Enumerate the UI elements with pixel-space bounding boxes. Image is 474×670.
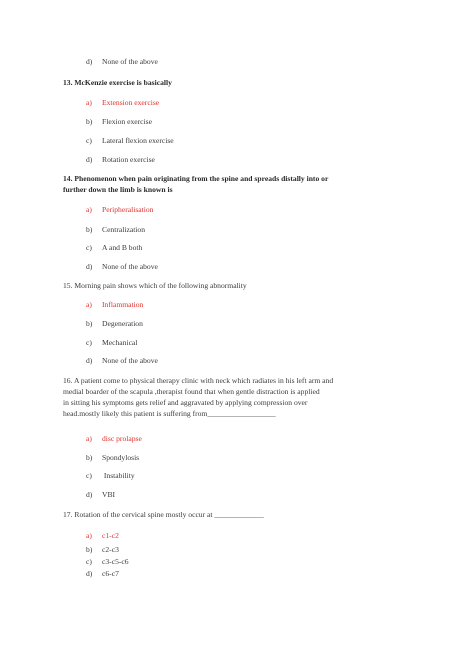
option-letter: b) (86, 545, 93, 554)
option-text: disc prolapse (102, 434, 142, 443)
option-letter: c) (86, 243, 92, 252)
option-letter: d) (86, 155, 93, 164)
option-letter: b) (86, 319, 93, 328)
option-14b (86, 225, 145, 236)
option-14d (86, 262, 158, 273)
option-letter: d) (86, 356, 93, 365)
option-15c (86, 338, 137, 349)
option-text: Flexion exercise (102, 117, 152, 126)
option-text: Spondylosis (102, 453, 140, 462)
option-letter: a) (86, 300, 92, 309)
question-14-line-1: 14. Phenomenon when pain originating from the spine and spreads distally into or (63, 174, 329, 183)
option-15d (86, 356, 158, 367)
option-letter: a) (86, 98, 92, 107)
question-16-line-1: 16. A patient come to physical therapy clinic with neck which radiates in his left arm and (63, 376, 334, 385)
option-text: c3-c5-c6 (102, 557, 129, 566)
question-15: 15. Morning pain shows which of the following abnormality (63, 281, 247, 290)
option-17a-answer (86, 531, 119, 542)
option-text: Instability (102, 471, 135, 480)
option-letter: b) (86, 453, 93, 462)
option-text: A and B both (102, 243, 143, 252)
option-text: Peripheralisation (102, 205, 154, 214)
option-letter: d) (86, 262, 93, 271)
question-16-line-2: medial boarder of the scapula ,therapist found that when gentle distraction is applied (63, 387, 320, 396)
option-text: c6-c7 (102, 569, 119, 578)
option-13b (86, 117, 152, 128)
option-text: Degeneration (102, 319, 143, 328)
option-text: c2-c3 (102, 545, 119, 554)
option-15a-answer (86, 300, 143, 311)
option-16d (86, 490, 115, 501)
option-letter: b) (86, 117, 93, 126)
option-text: Extension exercise (102, 98, 160, 107)
option-text: c1-c2 (102, 531, 119, 540)
option-13d (86, 155, 155, 166)
option-17c (86, 557, 129, 568)
option-letter: b) (86, 225, 93, 234)
option-letter: d) (86, 490, 93, 499)
option-17b (86, 545, 119, 556)
option-16c (86, 471, 135, 482)
question-16-line-3: in sitting his symptoms gets relief and aggravated by applying compression over (63, 398, 308, 407)
question-13: 13. McKenzie exercise is basically (63, 78, 172, 87)
question-16-line-4: head.mostly likely this patient is suffering from__________________ (63, 409, 276, 418)
option-letter: a) (86, 531, 92, 540)
option-text: Mechanical (102, 338, 138, 347)
question-14-line-2: further down the limb is known is (63, 185, 173, 194)
option-14c (86, 243, 142, 254)
option-13c (86, 136, 174, 147)
option-letter: c) (86, 136, 92, 145)
option-13a-answer (86, 98, 159, 109)
option-text: None of the above (102, 262, 158, 271)
option-text: None of the above (102, 356, 158, 365)
option-text: Lateral flexion exercise (102, 136, 174, 145)
option-17d (86, 569, 119, 580)
option-letter: c) (86, 338, 92, 347)
option-text: Rotation exercise (102, 155, 155, 164)
option-16b (86, 453, 139, 464)
option-16a-answer (86, 434, 142, 445)
option-text: Inflammation (102, 300, 144, 309)
option-letter: d) (86, 569, 93, 578)
option-text: None of the above (102, 57, 158, 66)
option-letter: a) (86, 205, 92, 214)
option-text: Centralization (102, 225, 146, 234)
option-d-prev (86, 57, 158, 68)
option-14a-answer (86, 205, 153, 216)
option-text: VBI (102, 490, 116, 499)
option-letter: c) (86, 471, 92, 480)
option-15b (86, 319, 143, 330)
option-letter: a) (86, 434, 92, 443)
option-letter: c) (86, 557, 92, 566)
option-letter: d) (86, 57, 93, 66)
question-17: 17. Rotation of the cervical spine mostly occur at _____________ (63, 510, 264, 519)
